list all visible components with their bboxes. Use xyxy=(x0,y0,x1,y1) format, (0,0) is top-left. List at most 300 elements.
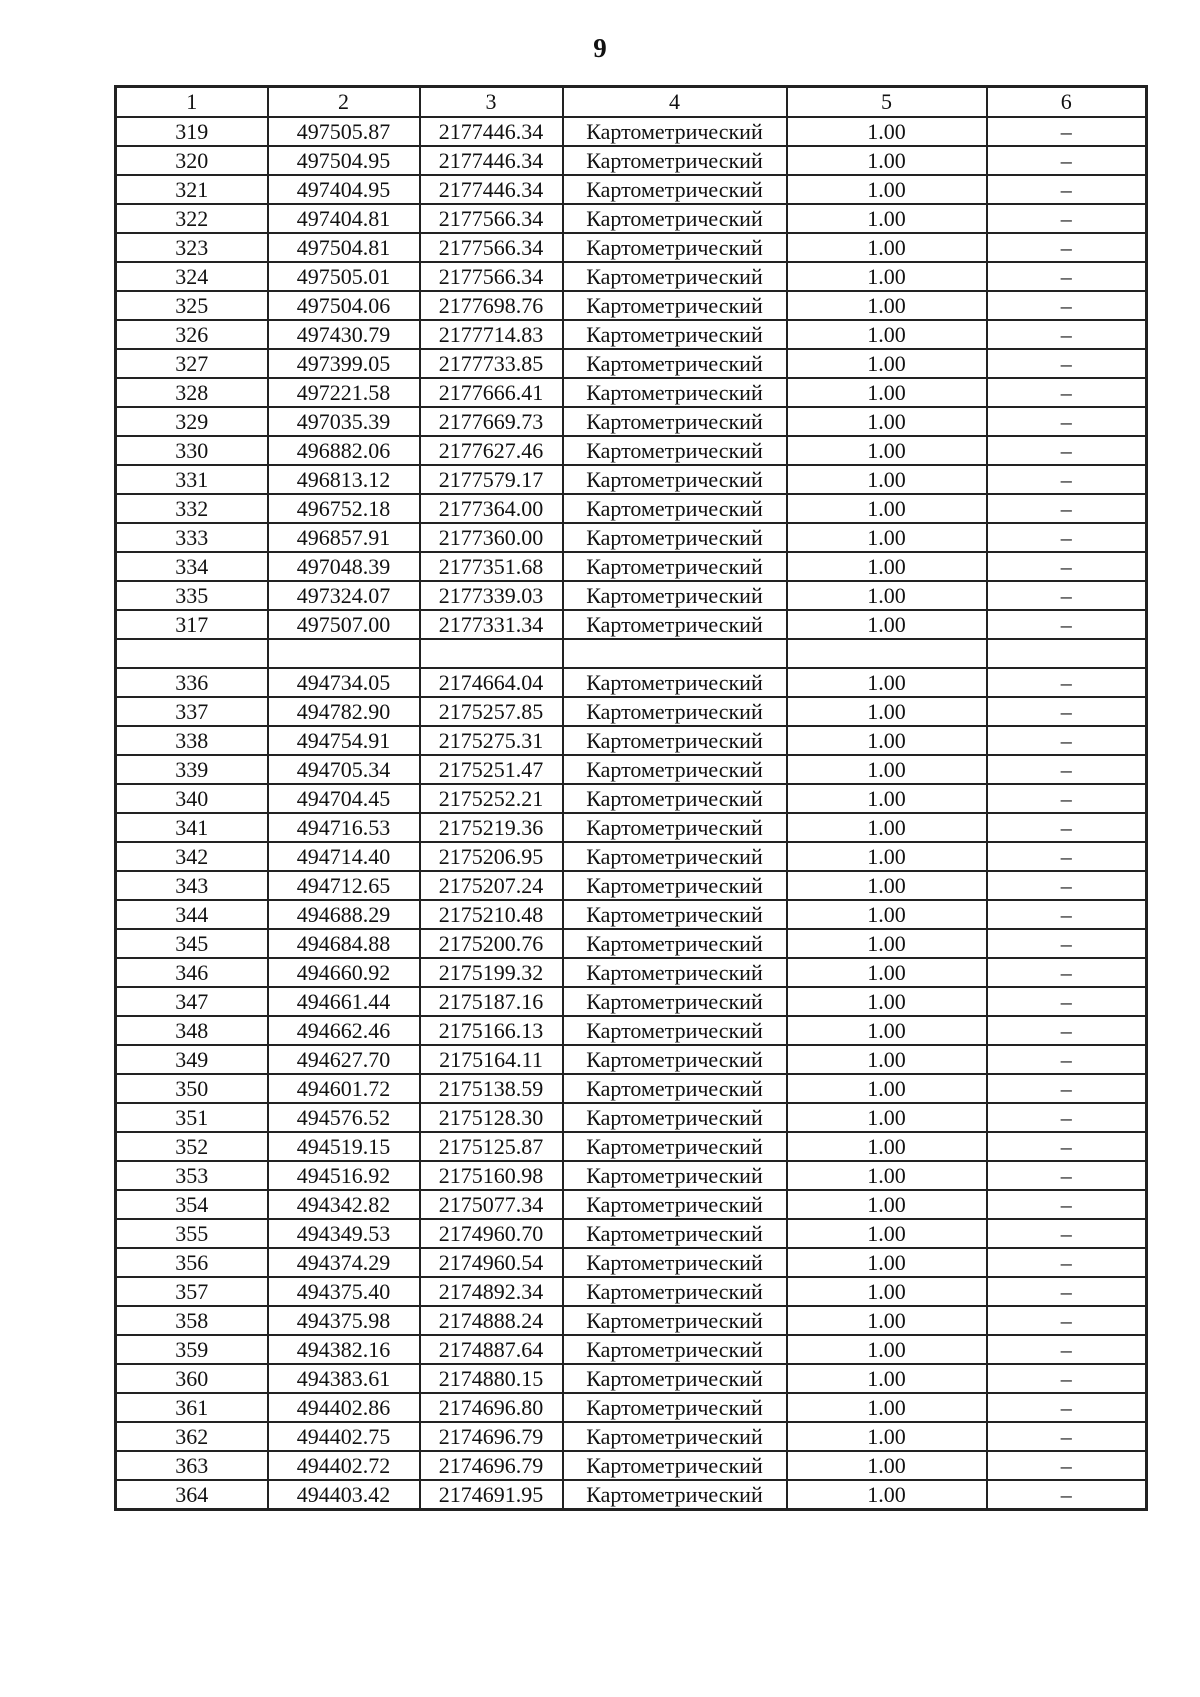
cell-description: – xyxy=(987,552,1147,581)
cell-description: – xyxy=(987,1045,1147,1074)
cell-accuracy: 1.00 xyxy=(787,958,987,987)
cell-x-coordinate: 496813.12 xyxy=(268,465,420,494)
cell-y-coordinate: 2175077.34 xyxy=(420,1190,563,1219)
cell-method: Картометрический xyxy=(563,349,787,378)
cell-y-coordinate: 2175207.24 xyxy=(420,871,563,900)
table-row xyxy=(116,1190,1147,1219)
cell-y-coordinate: 2177566.34 xyxy=(420,233,563,262)
cell-y-coordinate: 2175206.95 xyxy=(420,842,563,871)
cell-accuracy: 1.00 xyxy=(787,146,987,175)
cell-accuracy: 1.00 xyxy=(787,407,987,436)
cell-method: Картометрический xyxy=(563,900,787,929)
cell-y-coordinate: 2177446.34 xyxy=(420,117,563,146)
cell-accuracy: 1.00 xyxy=(787,1480,987,1510)
cell-point-number: 328 xyxy=(116,378,268,407)
cell-point-number: 356 xyxy=(116,1248,268,1277)
cell-description: – xyxy=(987,1480,1147,1510)
cell-method: Картометрический xyxy=(563,320,787,349)
cell-accuracy: 1.00 xyxy=(787,1335,987,1364)
cell-y-coordinate: 2177339.03 xyxy=(420,581,563,610)
cell-method: Картометрический xyxy=(563,755,787,784)
table-row xyxy=(116,958,1147,987)
cell-point-number: 332 xyxy=(116,494,268,523)
cell-description: – xyxy=(987,117,1147,146)
cell-method: Картометрический xyxy=(563,1306,787,1335)
cell-accuracy: 1.00 xyxy=(787,813,987,842)
cell-x-coordinate: 497430.79 xyxy=(268,320,420,349)
cell-description: – xyxy=(987,494,1147,523)
coordinates-table xyxy=(114,85,1148,1511)
cell-x-coordinate: 494712.65 xyxy=(268,871,420,900)
cell-description: – xyxy=(987,987,1147,1016)
cell-accuracy: 1.00 xyxy=(787,436,987,465)
cell-description: – xyxy=(987,262,1147,291)
cell-accuracy: 1.00 xyxy=(787,523,987,552)
cell-description: – xyxy=(987,146,1147,175)
cell-accuracy: 1.00 xyxy=(787,1219,987,1248)
table-row xyxy=(116,1480,1147,1510)
cell-x-coordinate: 497324.07 xyxy=(268,581,420,610)
table-row xyxy=(116,900,1147,929)
cell-x-coordinate: 497505.87 xyxy=(268,117,420,146)
cell-x-coordinate: 497404.95 xyxy=(268,175,420,204)
cell-description: – xyxy=(987,291,1147,320)
cell-y-coordinate: 2175187.16 xyxy=(420,987,563,1016)
cell-method: Картометрический xyxy=(563,233,787,262)
cell-method: Картометрический xyxy=(563,929,787,958)
cell-x-coordinate: 494734.05 xyxy=(268,668,420,697)
cell-method: Картометрический xyxy=(563,1045,787,1074)
cell-description: – xyxy=(987,1190,1147,1219)
cell-x-coordinate: 494705.34 xyxy=(268,755,420,784)
cell-accuracy: 1.00 xyxy=(787,175,987,204)
cell-y-coordinate: 2175275.31 xyxy=(420,726,563,755)
table-row xyxy=(116,929,1147,958)
cell-point-number: 326 xyxy=(116,320,268,349)
cell-x-coordinate xyxy=(268,639,420,668)
cell-x-coordinate: 496882.06 xyxy=(268,436,420,465)
table-row xyxy=(116,552,1147,581)
cell-method: Картометрический xyxy=(563,117,787,146)
cell-point-number: 320 xyxy=(116,146,268,175)
table-row xyxy=(116,1364,1147,1393)
table-row xyxy=(116,668,1147,697)
cell-description: – xyxy=(987,1277,1147,1306)
table-row xyxy=(116,871,1147,900)
table-row xyxy=(116,1074,1147,1103)
cell-accuracy: 1.00 xyxy=(787,291,987,320)
cell-accuracy: 1.00 xyxy=(787,697,987,726)
cell-point-number: 337 xyxy=(116,697,268,726)
cell-point-number: 358 xyxy=(116,1306,268,1335)
cell-y-coordinate: 2175219.36 xyxy=(420,813,563,842)
cell-accuracy: 1.00 xyxy=(787,349,987,378)
cell-accuracy: 1.00 xyxy=(787,871,987,900)
cell-point-number: 344 xyxy=(116,900,268,929)
cell-point-number: 341 xyxy=(116,813,268,842)
table-row xyxy=(116,117,1147,146)
cell-x-coordinate: 494716.53 xyxy=(268,813,420,842)
cell-method: Картометрический xyxy=(563,465,787,494)
table-row xyxy=(116,581,1147,610)
cell-point-number: 346 xyxy=(116,958,268,987)
cell-point-number: 364 xyxy=(116,1480,268,1510)
cell-y-coordinate: 2174696.79 xyxy=(420,1422,563,1451)
cell-method: Картометрический xyxy=(563,1161,787,1190)
cell-x-coordinate: 497399.05 xyxy=(268,349,420,378)
cell-accuracy: 1.00 xyxy=(787,784,987,813)
table-body xyxy=(116,117,1147,1510)
cell-x-coordinate: 497504.81 xyxy=(268,233,420,262)
cell-y-coordinate: 2174880.15 xyxy=(420,1364,563,1393)
cell-x-coordinate: 497035.39 xyxy=(268,407,420,436)
cell-method: Картометрический xyxy=(563,1480,787,1510)
cell-description: – xyxy=(987,378,1147,407)
cell-method: Картометрический xyxy=(563,1132,787,1161)
cell-x-coordinate: 494714.40 xyxy=(268,842,420,871)
cell-y-coordinate: 2175199.32 xyxy=(420,958,563,987)
cell-x-coordinate: 497504.95 xyxy=(268,146,420,175)
cell-description: – xyxy=(987,349,1147,378)
cell-description: – xyxy=(987,175,1147,204)
cell-accuracy: 1.00 xyxy=(787,842,987,871)
cell-point-number: 354 xyxy=(116,1190,268,1219)
table-row xyxy=(116,726,1147,755)
cell-accuracy: 1.00 xyxy=(787,1190,987,1219)
cell-method: Картометрический xyxy=(563,494,787,523)
cell-y-coordinate: 2174664.04 xyxy=(420,668,563,697)
cell-point-number: 363 xyxy=(116,1451,268,1480)
cell-accuracy: 1.00 xyxy=(787,1364,987,1393)
cell-x-coordinate: 494684.88 xyxy=(268,929,420,958)
cell-method: Картометрический xyxy=(563,668,787,697)
cell-x-coordinate: 494375.40 xyxy=(268,1277,420,1306)
cell-description: – xyxy=(987,1132,1147,1161)
cell-method: Картометрический xyxy=(563,697,787,726)
cell-accuracy: 1.00 xyxy=(787,465,987,494)
table-row xyxy=(116,233,1147,262)
cell-y-coordinate: 2174696.79 xyxy=(420,1451,563,1480)
header-row xyxy=(116,87,1147,118)
cell-accuracy: 1.00 xyxy=(787,929,987,958)
cell-y-coordinate: 2177360.00 xyxy=(420,523,563,552)
table-row xyxy=(116,291,1147,320)
cell-description: – xyxy=(987,1393,1147,1422)
cell-description: – xyxy=(987,1422,1147,1451)
cell-x-coordinate: 497221.58 xyxy=(268,378,420,407)
cell-accuracy: 1.00 xyxy=(787,1045,987,1074)
table-row xyxy=(116,987,1147,1016)
cell-point-number: 360 xyxy=(116,1364,268,1393)
table-row xyxy=(116,755,1147,784)
cell-y-coordinate: 2177627.46 xyxy=(420,436,563,465)
cell-x-coordinate: 497504.06 xyxy=(268,291,420,320)
cell-x-coordinate: 497507.00 xyxy=(268,610,420,639)
column-header-1: 1 xyxy=(116,87,268,118)
cell-y-coordinate: 2177446.34 xyxy=(420,175,563,204)
cell-x-coordinate: 494516.92 xyxy=(268,1161,420,1190)
cell-point-number: 338 xyxy=(116,726,268,755)
cell-accuracy: 1.00 xyxy=(787,726,987,755)
cell-x-coordinate: 494403.42 xyxy=(268,1480,420,1510)
cell-accuracy: 1.00 xyxy=(787,1248,987,1277)
cell-method: Картометрический xyxy=(563,1335,787,1364)
cell-y-coordinate: 2175200.76 xyxy=(420,929,563,958)
cell-method: Картометрический xyxy=(563,262,787,291)
cell-accuracy: 1.00 xyxy=(787,1422,987,1451)
cell-y-coordinate: 2177364.00 xyxy=(420,494,563,523)
cell-description: – xyxy=(987,755,1147,784)
table-row xyxy=(116,320,1147,349)
cell-description: – xyxy=(987,407,1147,436)
table-row xyxy=(116,204,1147,233)
cell-method: Картометрический xyxy=(563,610,787,639)
cell-x-coordinate: 494704.45 xyxy=(268,784,420,813)
cell-description: – xyxy=(987,1306,1147,1335)
table-row xyxy=(116,349,1147,378)
cell-x-coordinate: 494342.82 xyxy=(268,1190,420,1219)
table-row xyxy=(116,175,1147,204)
table-row xyxy=(116,842,1147,871)
cell-y-coordinate: 2175252.21 xyxy=(420,784,563,813)
cell-y-coordinate: 2177351.68 xyxy=(420,552,563,581)
cell-description: – xyxy=(987,1451,1147,1480)
cell-method: Картометрический xyxy=(563,378,787,407)
cell-method: Картометрический xyxy=(563,1219,787,1248)
cell-x-coordinate: 497048.39 xyxy=(268,552,420,581)
page-number: 9 xyxy=(593,33,607,63)
cell-y-coordinate: 2175166.13 xyxy=(420,1016,563,1045)
cell-point-number: 339 xyxy=(116,755,268,784)
cell-y-coordinate: 2174887.64 xyxy=(420,1335,563,1364)
cell-method: Картометрический xyxy=(563,958,787,987)
cell-y-coordinate xyxy=(420,639,563,668)
table-row xyxy=(116,146,1147,175)
cell-accuracy: 1.00 xyxy=(787,581,987,610)
cell-accuracy: 1.00 xyxy=(787,610,987,639)
cell-x-coordinate: 494662.46 xyxy=(268,1016,420,1045)
cell-y-coordinate: 2175251.47 xyxy=(420,755,563,784)
cell-description: – xyxy=(987,813,1147,842)
cell-x-coordinate: 494601.72 xyxy=(268,1074,420,1103)
cell-x-coordinate: 494402.86 xyxy=(268,1393,420,1422)
column-header-4: 4 xyxy=(563,87,787,118)
cell-description: – xyxy=(987,900,1147,929)
cell-method: Картометрический xyxy=(563,146,787,175)
cell-point-number: 362 xyxy=(116,1422,268,1451)
cell-description: – xyxy=(987,784,1147,813)
cell-accuracy: 1.00 xyxy=(787,378,987,407)
column-header-5: 5 xyxy=(787,87,987,118)
cell-accuracy: 1.00 xyxy=(787,1306,987,1335)
cell-y-coordinate: 2174960.70 xyxy=(420,1219,563,1248)
cell-accuracy: 1.00 xyxy=(787,552,987,581)
cell-point-number: 317 xyxy=(116,610,268,639)
table-row xyxy=(116,1132,1147,1161)
cell-y-coordinate: 2177714.83 xyxy=(420,320,563,349)
cell-y-coordinate: 2175138.59 xyxy=(420,1074,563,1103)
cell-x-coordinate: 494576.52 xyxy=(268,1103,420,1132)
cell-accuracy xyxy=(787,639,987,668)
cell-method: Картометрический xyxy=(563,784,787,813)
cell-y-coordinate: 2175160.98 xyxy=(420,1161,563,1190)
cell-point-number xyxy=(116,639,268,668)
table-row xyxy=(116,1306,1147,1335)
table-row xyxy=(116,1219,1147,1248)
cell-description: – xyxy=(987,320,1147,349)
cell-y-coordinate: 2175125.87 xyxy=(420,1132,563,1161)
cell-point-number: 353 xyxy=(116,1161,268,1190)
cell-point-number: 329 xyxy=(116,407,268,436)
cell-description: – xyxy=(987,668,1147,697)
cell-accuracy: 1.00 xyxy=(787,117,987,146)
cell-y-coordinate: 2175164.11 xyxy=(420,1045,563,1074)
cell-y-coordinate: 2174960.54 xyxy=(420,1248,563,1277)
cell-accuracy: 1.00 xyxy=(787,1074,987,1103)
cell-method: Картометрический xyxy=(563,1364,787,1393)
table-row xyxy=(116,407,1147,436)
cell-description: – xyxy=(987,610,1147,639)
cell-description: – xyxy=(987,465,1147,494)
cell-point-number: 331 xyxy=(116,465,268,494)
cell-point-number: 333 xyxy=(116,523,268,552)
table-row xyxy=(116,1103,1147,1132)
cell-description: – xyxy=(987,1364,1147,1393)
table-row xyxy=(116,1277,1147,1306)
cell-point-number: 348 xyxy=(116,1016,268,1045)
cell-accuracy: 1.00 xyxy=(787,900,987,929)
cell-point-number: 322 xyxy=(116,204,268,233)
cell-method: Картометрический xyxy=(563,842,787,871)
cell-description: – xyxy=(987,523,1147,552)
cell-x-coordinate: 494382.16 xyxy=(268,1335,420,1364)
cell-y-coordinate: 2174691.95 xyxy=(420,1480,563,1510)
cell-x-coordinate: 494754.91 xyxy=(268,726,420,755)
cell-x-coordinate: 494519.15 xyxy=(268,1132,420,1161)
cell-description: – xyxy=(987,1335,1147,1364)
cell-x-coordinate: 496752.18 xyxy=(268,494,420,523)
cell-method: Картометрический xyxy=(563,204,787,233)
cell-accuracy: 1.00 xyxy=(787,1016,987,1045)
cell-x-coordinate: 497505.01 xyxy=(268,262,420,291)
table-row xyxy=(116,1393,1147,1422)
cell-accuracy: 1.00 xyxy=(787,262,987,291)
cell-point-number: 347 xyxy=(116,987,268,1016)
cell-method: Картометрический xyxy=(563,1277,787,1306)
table-row xyxy=(116,494,1147,523)
cell-x-coordinate: 494375.98 xyxy=(268,1306,420,1335)
cell-accuracy: 1.00 xyxy=(787,1451,987,1480)
cell-method: Картометрический xyxy=(563,1248,787,1277)
cell-method: Картометрический xyxy=(563,581,787,610)
cell-method: Картометрический xyxy=(563,1016,787,1045)
cell-point-number: 325 xyxy=(116,291,268,320)
cell-y-coordinate: 2177698.76 xyxy=(420,291,563,320)
table-row xyxy=(116,378,1147,407)
table-row xyxy=(116,784,1147,813)
column-header-6: 6 xyxy=(987,87,1147,118)
table-row xyxy=(116,1016,1147,1045)
cell-x-coordinate: 494660.92 xyxy=(268,958,420,987)
cell-method: Картометрический xyxy=(563,436,787,465)
column-header-2: 2 xyxy=(268,87,420,118)
cell-description: – xyxy=(987,436,1147,465)
cell-point-number: 351 xyxy=(116,1103,268,1132)
cell-method: Картометрический xyxy=(563,1103,787,1132)
table-row xyxy=(116,639,1147,668)
table-row xyxy=(116,813,1147,842)
cell-point-number: 342 xyxy=(116,842,268,871)
column-header-3: 3 xyxy=(420,87,563,118)
cell-x-coordinate: 494627.70 xyxy=(268,1045,420,1074)
cell-x-coordinate: 494782.90 xyxy=(268,697,420,726)
cell-method: Картометрический xyxy=(563,1393,787,1422)
cell-description: – xyxy=(987,1248,1147,1277)
cell-point-number: 349 xyxy=(116,1045,268,1074)
table-row xyxy=(116,1335,1147,1364)
cell-method: Картометрический xyxy=(563,871,787,900)
cell-x-coordinate: 494349.53 xyxy=(268,1219,420,1248)
cell-point-number: 335 xyxy=(116,581,268,610)
cell-point-number: 345 xyxy=(116,929,268,958)
cell-x-coordinate: 494374.29 xyxy=(268,1248,420,1277)
cell-x-coordinate: 494402.75 xyxy=(268,1422,420,1451)
cell-description: – xyxy=(987,1103,1147,1132)
cell-y-coordinate: 2177666.41 xyxy=(420,378,563,407)
cell-y-coordinate: 2175257.85 xyxy=(420,697,563,726)
cell-method: Картометрический xyxy=(563,1422,787,1451)
cell-description: – xyxy=(987,1219,1147,1248)
cell-point-number: 352 xyxy=(116,1132,268,1161)
cell-description: – xyxy=(987,1161,1147,1190)
cell-accuracy: 1.00 xyxy=(787,668,987,697)
cell-accuracy: 1.00 xyxy=(787,987,987,1016)
cell-method: Картометрический xyxy=(563,407,787,436)
table-row xyxy=(116,1161,1147,1190)
cell-point-number: 324 xyxy=(116,262,268,291)
cell-description: – xyxy=(987,581,1147,610)
table-row xyxy=(116,262,1147,291)
cell-accuracy: 1.00 xyxy=(787,1103,987,1132)
table-row xyxy=(116,1422,1147,1451)
table-row xyxy=(116,1451,1147,1480)
cell-method: Картометрический xyxy=(563,175,787,204)
table-row xyxy=(116,697,1147,726)
cell-method: Картометрический xyxy=(563,726,787,755)
cell-point-number: 330 xyxy=(116,436,268,465)
cell-y-coordinate: 2177446.34 xyxy=(420,146,563,175)
cell-point-number: 323 xyxy=(116,233,268,262)
cell-x-coordinate: 494688.29 xyxy=(268,900,420,929)
cell-point-number: 319 xyxy=(116,117,268,146)
cell-description: – xyxy=(987,929,1147,958)
cell-accuracy: 1.00 xyxy=(787,1161,987,1190)
table-row xyxy=(116,465,1147,494)
cell-method: Картометрический xyxy=(563,813,787,842)
cell-method: Картометрический xyxy=(563,987,787,1016)
cell-method xyxy=(563,639,787,668)
cell-y-coordinate: 2174892.34 xyxy=(420,1277,563,1306)
cell-y-coordinate: 2177669.73 xyxy=(420,407,563,436)
cell-method: Картометрический xyxy=(563,552,787,581)
cell-point-number: 321 xyxy=(116,175,268,204)
cell-point-number: 359 xyxy=(116,1335,268,1364)
table-header xyxy=(116,87,1147,118)
cell-y-coordinate: 2174696.80 xyxy=(420,1393,563,1422)
cell-description xyxy=(987,639,1147,668)
cell-accuracy: 1.00 xyxy=(787,1132,987,1161)
table-row xyxy=(116,610,1147,639)
